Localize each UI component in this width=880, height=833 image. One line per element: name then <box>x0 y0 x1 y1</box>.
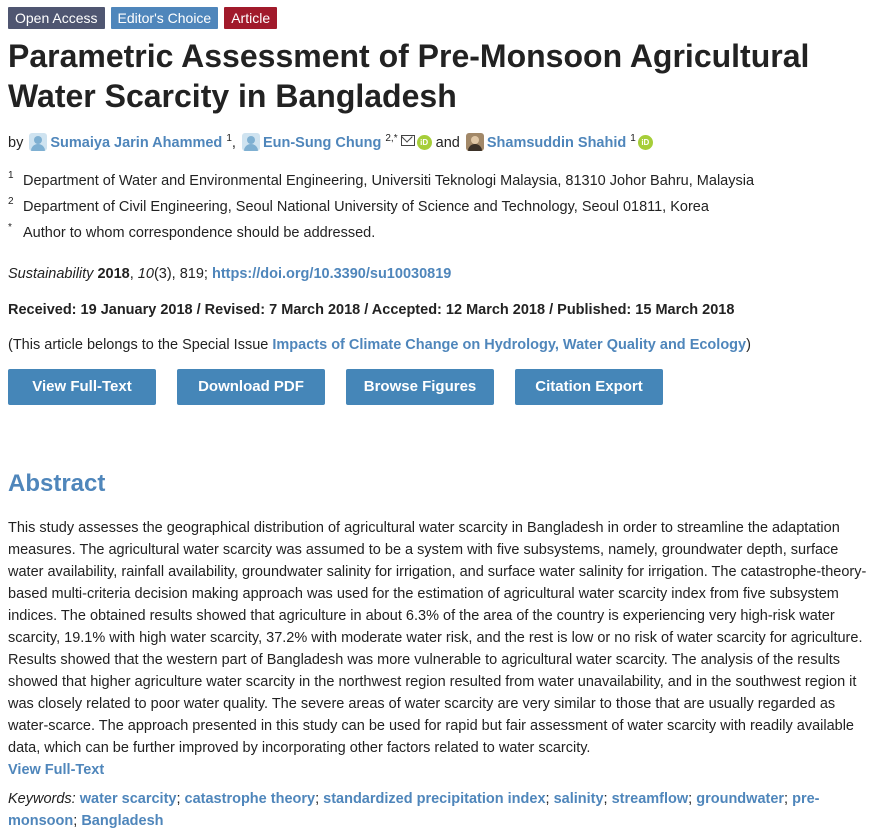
journal-name: Sustainability <box>8 266 94 282</box>
browse-figures-button[interactable]: Browse Figures <box>346 369 494 405</box>
affiliation-number: 1 <box>8 170 14 181</box>
author-list <box>8 131 872 155</box>
author-avatar-icon <box>29 133 47 151</box>
author-link-chung[interactable]: Eun-Sung Chung <box>262 135 382 151</box>
abstract-heading: Abstract <box>8 470 106 497</box>
publication-dates: Received: 19 January 2018 / Revised: 7 March 2018 / Accepted: 12 March 2018 / Published: 15 March 2018 <box>8 302 735 318</box>
author-affil-sup: 1 <box>630 133 636 144</box>
author-separator: , <box>231 135 236 151</box>
keyword-link[interactable]: salinity <box>553 791 604 807</box>
orcid-icon[interactable]: iD <box>417 135 432 150</box>
keywords-label: Keywords: <box>8 791 76 807</box>
abstract-text: This study assesses the geographical distribution of agricultural water scarcity in Bangladesh in order to streamline the adaptation measures. The agricultural water scarcity was assumed to be a system with five subsystems, namely, groundwater depth, surface water availability, rainfall availability, groundwater salinity for irrigation, and surface water salinity for irrigation. The catastrophe-theory-based multi-criteria decision making approach was used for the estimation of agricultural water scarcity index from five subsystem indices. The obtained results showed that agriculture in about 6.3% of the area of the country is experiencing very high-risk water scarcity, 19.1% with high water scarcity, 37.2% with moderate water risk, and the rest is low or no risk of water scarcity for agriculture. Results showed that the western part of Bangladesh was more vulnerable to agricultural water scarcity. The analysis of the results showed that higher agriculture water scarcity in the northwest region resulted from water unavailability, and in the southwest region it was closely related to poor water quality. The severe areas of water scarcity are very similar to those that are usually regarded as water-scarce. The approach presented in this study can be used for rapid but fair assessment of water scarcity with readily available data, which can be further improved by incorporating other factors related to water scarcity. <box>8 520 867 756</box>
keyword-link[interactable]: catastrophe theory <box>184 791 316 807</box>
citation-volume: 10 <box>137 266 154 282</box>
download-pdf-button[interactable]: Download PDF <box>177 369 325 405</box>
abstract-view-full-text-link[interactable]: View Full-Text <box>8 762 105 778</box>
author-link-ahammed[interactable]: Sumaiya Jarin Ahammed <box>50 135 223 151</box>
affiliation-number: * <box>8 222 12 233</box>
affiliation-item <box>8 220 872 246</box>
affiliation-text: Department of Water and Environmental Engineering, Universiti Teknologi Malaysia, 81310 Johor Bahru, Malaysia <box>23 173 755 189</box>
keywords: Keywords: water scarcity; catastrophe theory; standardized precipitation index; salinity; streamflow; groundwater; pre-monsoon; Bangladesh <box>8 791 820 829</box>
abstract-body <box>8 517 872 781</box>
special-issue-line <box>8 337 751 353</box>
citation-issue: (3), 819; <box>153 266 208 282</box>
and-label: and <box>435 135 460 151</box>
editors-choice-badge[interactable]: Editor's Choice <box>111 7 219 29</box>
by-label: by <box>8 135 24 151</box>
affiliation-number: 2 <box>8 196 14 207</box>
orcid-icon[interactable]: iD <box>638 135 653 150</box>
author-avatar-icon <box>242 133 260 151</box>
special-issue-prefix: (This article belongs to the Special Issue <box>8 337 269 353</box>
affiliation-list <box>8 168 872 246</box>
author-photo-icon <box>466 133 484 151</box>
special-issue-link[interactable]: Impacts of Climate Change on Hydrology, Water Quality and Ecology <box>272 337 747 353</box>
author-affil-sup: 2,* <box>385 133 398 144</box>
affiliation-text: Department of Civil Engineering, Seoul National University of Science and Technology, Seoul 01811, Korea <box>23 199 709 215</box>
keyword-link[interactable]: water scarcity <box>79 791 177 807</box>
citation-year: 2018 <box>97 266 130 282</box>
badge-row <box>8 7 277 29</box>
citation-line: Sustainability 2018, 10(3), 819; https://doi.org/10.3390/su10030819 <box>8 266 452 282</box>
affiliation-item <box>8 194 872 220</box>
open-access-badge[interactable]: Open Access <box>8 7 105 29</box>
article-type-badge: Article <box>224 7 277 29</box>
view-full-text-button[interactable]: View Full-Text <box>8 369 156 405</box>
special-issue-suffix: ) <box>746 337 751 353</box>
citation-export-button[interactable]: Citation Export <box>515 369 663 405</box>
keyword-link[interactable]: standardized precipitation index <box>323 791 546 807</box>
email-icon[interactable] <box>401 135 415 146</box>
keyword-link[interactable]: Bangladesh <box>81 813 164 829</box>
author-affil-sup: 1 <box>226 133 232 144</box>
keyword-link[interactable]: groundwater <box>696 791 785 807</box>
action-buttons <box>8 369 663 405</box>
affiliation-item <box>8 168 872 194</box>
affiliation-text: Author to whom correspondence should be addressed. <box>23 225 376 241</box>
doi-link[interactable]: https://doi.org/10.3390/su10030819 <box>211 266 452 282</box>
author-link-shahid[interactable]: Shamsuddin Shahid <box>486 135 627 151</box>
keyword-link[interactable]: streamflow <box>611 791 689 807</box>
article-title: Parametric Assessment of Pre-Monsoon Agricultural Water Scarcity in Bangladesh <box>8 38 810 114</box>
keyword-link[interactable]: pre-monsoon <box>8 791 820 829</box>
